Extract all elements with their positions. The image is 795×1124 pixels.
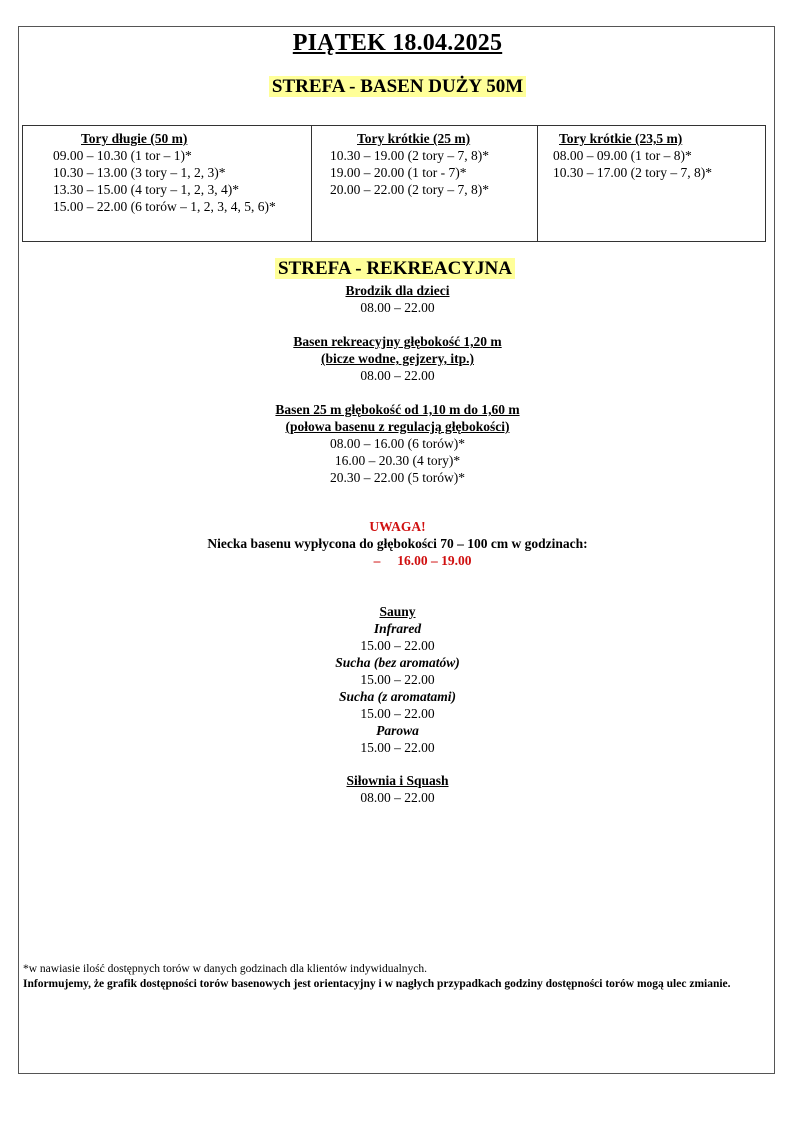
saunas-title: Sauny [379, 604, 416, 619]
pool25-section [0, 401, 795, 486]
lanes-short25-slots [330, 147, 489, 198]
gym-title: Siłownia i Squash [346, 773, 449, 788]
lane-slot: 10.30 – 19.00 (2 tory – 7, 8)* [330, 148, 489, 163]
sauna-hours: 15.00 – 22.00 [360, 706, 435, 721]
sauna-hours: 15.00 – 22.00 [360, 740, 435, 755]
zone-recreation-heading [0, 258, 790, 280]
lanes-long-slots [53, 147, 276, 215]
footer-note: *w nawiasie ilość dostępnych torów w danych godzinach dla klientów indywidualnych. [23, 963, 428, 975]
paddling-pool-section [0, 282, 795, 316]
saunas-section [0, 603, 795, 756]
lanes-short23-slots [553, 147, 712, 181]
pool25-title: Basen 25 m głębokość od 1,10 m do 1,60 m [275, 402, 520, 417]
pool25-slot: 16.00 – 20.30 (4 tory)* [334, 453, 461, 468]
footer-info: Informujemy, że grafik dostępności torów basenowych jest orientacyjny i w nagłych przypadkach godziny dostępności torów mogą ulec zmianie. [23, 978, 731, 990]
notice-hours: 16.00 – 19.00 [397, 553, 472, 568]
zone-pool-heading [0, 76, 795, 98]
lanes-short25-heading: Tory krótkie (25 m) [357, 131, 471, 146]
page-title: PIĄTEK 18.04.2025 [292, 30, 503, 56]
lane-slot: 19.00 – 20.00 (1 tor - 7)* [330, 165, 467, 180]
lane-slot: 08.00 – 09.00 (1 tor – 8)* [553, 148, 692, 163]
sauna-name: Sucha (z aromatami) [338, 689, 457, 704]
notice-text: Niecka basenu wypłycona do głębokości 70 – 100 cm w godzinach: [207, 536, 588, 551]
lanes-long-heading: Tory długie (50 m) [81, 131, 188, 146]
lane-slot: 13.30 – 15.00 (4 tory – 1, 2, 3, 4)* [53, 182, 239, 197]
lane-slot: 10.30 – 13.00 (3 tory – 1, 2, 3)* [53, 165, 226, 180]
paddling-pool-hours: 08.00 – 22.00 [360, 300, 435, 315]
rec-pool-subtitle: (bicze wodne, gejzery, itp.) [321, 351, 474, 366]
notice-section [0, 518, 795, 569]
lanes-short25-column [312, 126, 538, 241]
lanes-long-column [23, 126, 312, 241]
lanes-table [22, 125, 766, 242]
lane-slot: 10.30 – 17.00 (2 tory – 7, 8)* [553, 165, 712, 180]
pool25-subtitle: (połowa basenu z regulacją głębokości) [285, 419, 510, 434]
lanes-short23-heading: Tory krótkie (23,5 m) [559, 131, 683, 146]
sauna-hours: 15.00 – 22.00 [360, 638, 435, 653]
paddling-pool-title: Brodzik dla dzieci [345, 283, 450, 298]
pool25-slot: 08.00 – 16.00 (6 torów)* [330, 436, 465, 451]
gym-hours: 08.00 – 22.00 [360, 790, 435, 805]
rec-pool-title: Basen rekreacyjny głębokość 1,20 m [293, 334, 502, 349]
sauna-hours: 15.00 – 22.00 [360, 672, 435, 687]
lane-slot: 09.00 – 10.30 (1 tor – 1)* [53, 148, 192, 163]
sauna-name: Parowa [376, 723, 419, 738]
lanes-short23-column [538, 126, 765, 241]
lane-slot: 20.00 – 22.00 (2 tory – 7, 8)* [330, 182, 489, 197]
zone-recreation-label: STREFA - REKREACYJNA [275, 258, 515, 279]
rec-pool-section [0, 333, 795, 384]
sauna-name: Infrared [373, 621, 422, 636]
sauna-name: Sucha (bez aromatów) [335, 655, 460, 670]
notice-label: UWAGA! [369, 519, 426, 534]
pool25-slot: 20.30 – 22.00 (5 torów)* [330, 470, 465, 485]
notice-hours-line [0, 552, 795, 569]
notice-dash: – [373, 553, 381, 568]
rec-pool-hours: 08.00 – 22.00 [360, 368, 435, 383]
zone-pool-label: STREFA - BASEN DUŻY 50M [269, 76, 526, 97]
lane-slot: 15.00 – 22.00 (6 torów – 1, 2, 3, 4, 5, 6)* [53, 199, 276, 214]
gym-section [0, 772, 795, 806]
